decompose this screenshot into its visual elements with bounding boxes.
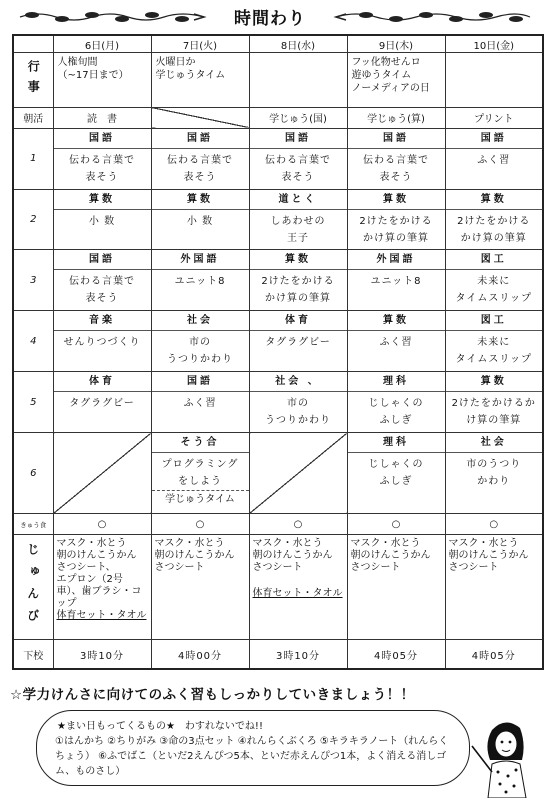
- lunch-mark: ○: [249, 514, 347, 535]
- subject: 外国語: [152, 250, 249, 270]
- class-cell: [347, 433, 445, 514]
- lesson-content: 2けたをかける かけ算の筆算: [457, 215, 531, 244]
- lesson-content: しあわせの 王子: [270, 215, 326, 244]
- class-cell: [151, 250, 249, 311]
- period-row: [13, 372, 543, 433]
- lesson-content: 伝わる言葉で 表そう: [363, 154, 429, 183]
- class-cell: [151, 372, 249, 433]
- period-row: [13, 250, 543, 311]
- subject: 算数: [348, 311, 445, 331]
- lesson-content: 伝わる言葉で 表そう: [69, 154, 135, 183]
- reminder-header: ★まい日もってくるもの★ わすれないでね!!: [57, 721, 263, 732]
- subject: 国語: [446, 129, 543, 149]
- class-cell: [445, 433, 543, 514]
- subject: 道とく: [250, 190, 347, 210]
- period-number: 2: [13, 189, 53, 250]
- subject: 図工: [446, 250, 543, 270]
- lesson-content: ふく習: [379, 337, 413, 349]
- lesson-content: じしゃくの ふしぎ: [368, 459, 424, 488]
- prep-cell: マスク・水とう 朝のけんこうかん さつシート、 エプロン（2号 車）、歯ブラシ・コ ップ 体育セット・タオル: [53, 535, 151, 640]
- class-cell-empty: [53, 433, 151, 514]
- class-cell: [249, 372, 347, 433]
- morning-cell: 学じゅう(国): [249, 107, 347, 128]
- day-header: 6日(月): [53, 35, 151, 53]
- subject: 社会: [152, 311, 249, 331]
- subject: 国語: [54, 250, 151, 270]
- class-cell-empty: [249, 433, 347, 514]
- subject: 体育: [54, 372, 151, 392]
- lesson-content: 小 数: [88, 215, 116, 227]
- lunch-mark: ○: [151, 514, 249, 535]
- class-cell: [151, 311, 249, 372]
- period-row: [13, 311, 543, 372]
- class-cell: [53, 189, 151, 250]
- dismissal-time: 3時10分: [53, 640, 151, 669]
- subject: 国語: [54, 129, 151, 149]
- subject: 理科: [348, 433, 445, 453]
- reminder-body: ①はんかち ②ちりがみ ③命の3点セット ④れんらくぶくろ ⑤キラキラノート（れんらくちょう） ⑥ふでばこ（といだ2えんぴつ5本、といだ赤えんぴつ1本，よく消える消しゴム、ものさし）: [55, 736, 449, 777]
- subject: 国語: [152, 372, 249, 392]
- morning-label: 朝活: [13, 107, 53, 128]
- timetable: [12, 34, 544, 670]
- period-row: [13, 128, 543, 189]
- class-cell: [347, 250, 445, 311]
- lesson-content: 伝わる言葉で 表そう: [167, 154, 233, 183]
- subject: 国語: [152, 129, 249, 149]
- subject: 算数: [152, 190, 249, 210]
- prep-label: じゅんび: [25, 543, 40, 631]
- event-cell: フッ化物せんロ 遊ゆうタイム ノーメディアの日: [347, 53, 445, 108]
- day-header: 9日(木): [347, 35, 445, 53]
- page-title: 時間わり: [234, 9, 306, 29]
- class-cell: [445, 372, 543, 433]
- subject: 国語: [348, 129, 445, 149]
- class-cell: [445, 189, 543, 250]
- class-cell: [151, 189, 249, 250]
- lesson-content: 市の うつりかわり: [265, 398, 331, 427]
- event-cell: [445, 53, 543, 108]
- lesson-content: ユニット8: [174, 276, 226, 288]
- morning-row: [13, 107, 543, 128]
- subject: 外国語: [348, 250, 445, 270]
- period-number: 5: [13, 372, 53, 433]
- lesson-content: 未来に タイムスリップ: [455, 276, 532, 305]
- lesson-content: 市のうつり かわり: [466, 459, 522, 488]
- motto: ☆学力けんさに向けてのふく習もしっかりしていきましょう！！: [10, 687, 415, 703]
- class-cell: [347, 189, 445, 250]
- event-cell: 火曜日か 学じゅうタイム: [151, 53, 249, 108]
- lesson-content: 2けたをかける かけ算の筆算: [261, 276, 335, 305]
- prep-cell: マスク・水とう 朝のけんこうかん さつシート 体育セット・タオル: [249, 535, 347, 640]
- header-row: [13, 35, 543, 53]
- lesson-content: プログラミング をしよう: [161, 459, 239, 488]
- day-header: 8日(水): [249, 35, 347, 53]
- prep-cell: マスク・水とう 朝のけんこうかん さつシート: [151, 535, 249, 640]
- flower-vine-icon: [332, 10, 532, 24]
- subject: 国語: [250, 129, 347, 149]
- class-cell: [53, 250, 151, 311]
- prep-cell: マスク・水とう 朝のけんこうかん さつシート: [347, 535, 445, 640]
- subject: 図工: [446, 311, 543, 331]
- class-cell: [347, 311, 445, 372]
- lesson-content: 市の うつりかわり: [167, 337, 233, 366]
- events-row: [13, 53, 543, 108]
- period-number: 6: [13, 433, 53, 514]
- period-row: [13, 189, 543, 250]
- lesson-content: ふく習: [183, 398, 217, 410]
- morning-cell: プリント: [445, 107, 543, 128]
- flower-vine-icon: [18, 10, 208, 24]
- lunch-label: きゅう食: [13, 514, 53, 535]
- class-cell: [53, 311, 151, 372]
- prep-row: [13, 535, 543, 640]
- dismissal-time: 3時10分: [249, 640, 347, 669]
- lesson-content: じしゃくの ふしぎ: [368, 398, 424, 427]
- subject: 算数: [54, 190, 151, 210]
- lesson-content: 未来に タイムスリップ: [455, 337, 532, 366]
- class-cell: [445, 250, 543, 311]
- class-cell: [53, 372, 151, 433]
- corner-cell: [13, 35, 53, 53]
- class-cell: [445, 311, 543, 372]
- event-cell: 人権旬間 （~17日まで）: [53, 53, 151, 108]
- subject: 社会: [446, 433, 543, 453]
- period-number: 1: [13, 128, 53, 189]
- subject: 理科: [348, 372, 445, 392]
- lesson-content: せんりつづくり: [63, 337, 141, 349]
- prep-cell: マスク・水とう 朝のけんこうかん さつシート: [445, 535, 543, 640]
- teacher-with-pointer-icon: [470, 716, 540, 798]
- lesson-content: ふく習: [477, 154, 511, 166]
- class-cell: [445, 128, 543, 189]
- period-row: [13, 433, 543, 514]
- event-cell: [249, 53, 347, 108]
- class-cell: [249, 250, 347, 311]
- subject: 算数: [446, 372, 543, 392]
- reminder-bubble: [36, 710, 470, 786]
- subject: 音楽: [54, 311, 151, 331]
- period-number: 4: [13, 311, 53, 372]
- lesson-content: タグラグビー: [69, 398, 135, 410]
- subject: 算数: [250, 250, 347, 270]
- subject: 算数: [446, 190, 543, 210]
- dismissal-time: 4時05分: [347, 640, 445, 669]
- extra-activity: 学じゅうタイム: [152, 490, 249, 509]
- dismissal-label: 下校: [13, 640, 53, 669]
- dismissal-row: [13, 640, 543, 669]
- lunch-row: [13, 514, 543, 535]
- title-row: [0, 4, 550, 30]
- class-cell: [249, 311, 347, 372]
- events-label: 行事: [26, 59, 41, 100]
- lesson-content: 小 数: [186, 215, 214, 227]
- morning-cell: [151, 107, 249, 128]
- lesson-content: タグラグビー: [265, 337, 331, 349]
- subject: 体育: [250, 311, 347, 331]
- lunch-mark: ○: [445, 514, 543, 535]
- subject: そう合: [152, 433, 249, 453]
- day-header: 10日(金): [445, 35, 543, 53]
- morning-cell: 読 書: [53, 107, 151, 128]
- lunch-mark: ○: [53, 514, 151, 535]
- lesson-content: 伝わる言葉で 表そう: [265, 154, 331, 183]
- morning-cell: 学じゅう(算): [347, 107, 445, 128]
- lesson-content: ユニット8: [370, 276, 422, 288]
- dismissal-time: 4時05分: [445, 640, 543, 669]
- subject: 社会 、: [250, 372, 347, 392]
- class-cell: [151, 128, 249, 189]
- dismissal-time: 4時00分: [151, 640, 249, 669]
- day-header: 7日(火): [151, 35, 249, 53]
- class-cell: [53, 128, 151, 189]
- class-cell: [347, 128, 445, 189]
- lunch-mark: ○: [347, 514, 445, 535]
- subject: 算数: [348, 190, 445, 210]
- lesson-content: 伝わる言葉で 表そう: [69, 276, 135, 305]
- class-cell: [249, 189, 347, 250]
- lesson-content: 2けたをかけるか け算の筆算: [451, 398, 536, 427]
- lesson-content: 2けたをかける かけ算の筆算: [359, 215, 433, 244]
- class-cell: [347, 372, 445, 433]
- class-cell: [151, 433, 249, 514]
- period-number: 3: [13, 250, 53, 311]
- class-cell: [249, 128, 347, 189]
